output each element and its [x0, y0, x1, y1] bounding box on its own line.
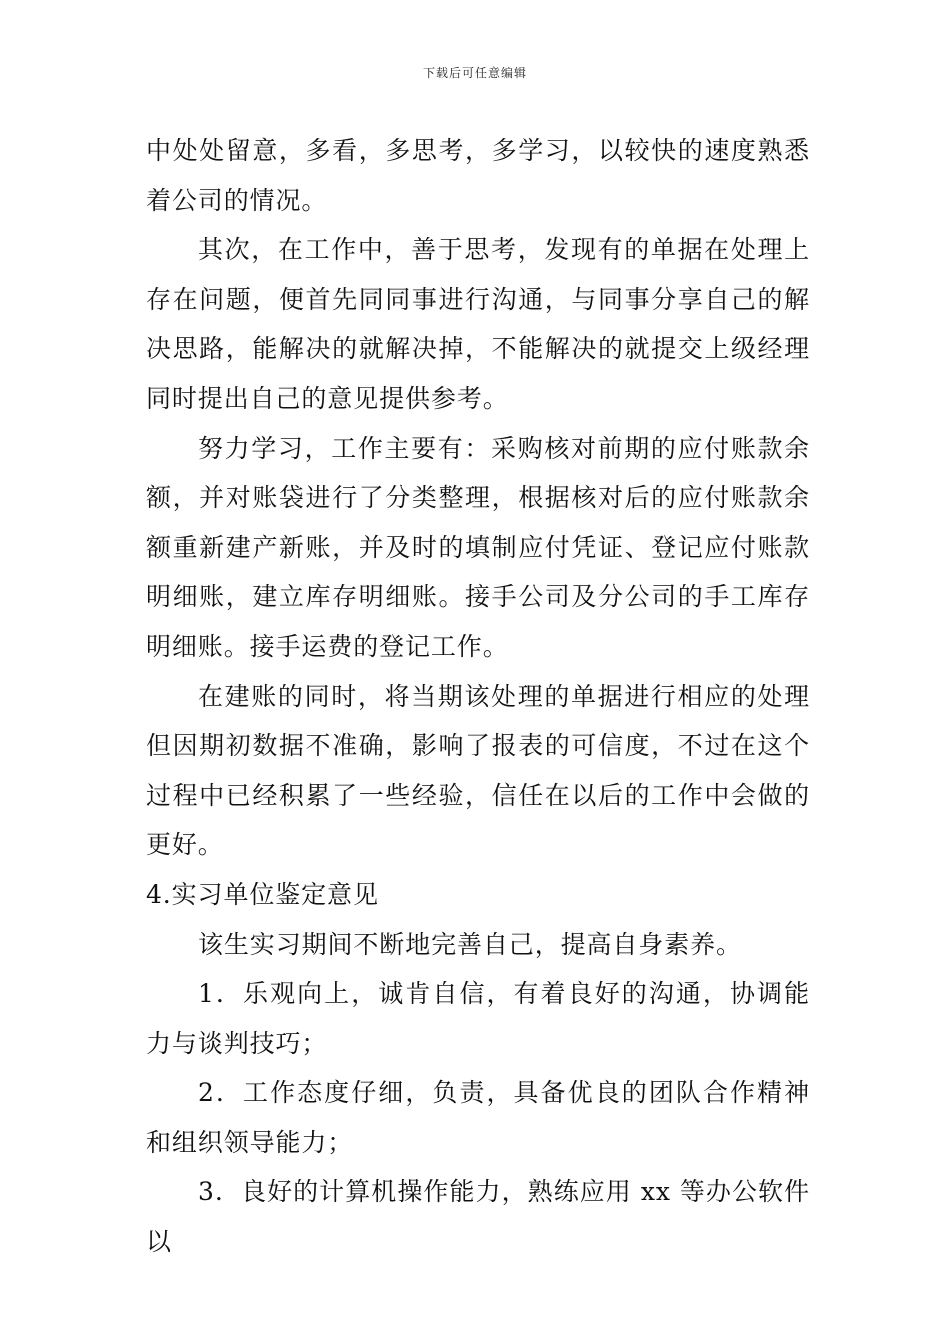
- list-item-1: 1．乐观向上，诚肯自信，有着良好的沟通，协调能力与谈判技巧；: [146, 979, 810, 1058]
- paragraph-continued: 中处处留意，多看，多思考，多学习，以较快的速度熟悉着公司的情况。: [146, 136, 810, 215]
- list-item-2: 2．工作态度仔细，负责，具备优良的团队合作精神和组织领导能力；: [146, 1078, 810, 1157]
- page-header-note: 下载后可任意编辑: [422, 66, 527, 80]
- list-item-3: 3．良好的计算机操作能力，熟练应用 xx 等办公软件以: [146, 1177, 810, 1257]
- section-heading-appraisal: 4.实习单位鉴定意见: [146, 879, 379, 909]
- paragraph-accounts: 在建账的同时，将当期该处理的单据进行相应的处理但因期初数据不准确，影响了报表的可信度，不过在这个过程中已经积累了一些经验，信任在以后的工作中会做的更好。: [146, 681, 810, 860]
- paragraph-secondly: 其次，在工作中，善于思考，发现有的单据在处理上存在问题，便首先同同事进行沟通，与同事分享自己的解决思路，能解决的就解决掉，不能解决的就提交上级经理同时提出自己的意见提供参考。: [146, 235, 810, 413]
- paragraph-study-work: 努力学习，工作主要有：采购核对前期的应付账款余额，并对账袋进行了分类整理，根据核对后的应付账款余额重新建产新账，并及时的填制应付凭证、登记应付账款明细账，建立库存明细账。接手公司及分公司的手工库存明细账。接手运费的登记工作。: [146, 433, 810, 661]
- document-body: [146, 126, 810, 1267]
- paragraph-appraisal-intro: 该生实习期间不断地完善自己，提高自身素养。: [198, 929, 742, 959]
